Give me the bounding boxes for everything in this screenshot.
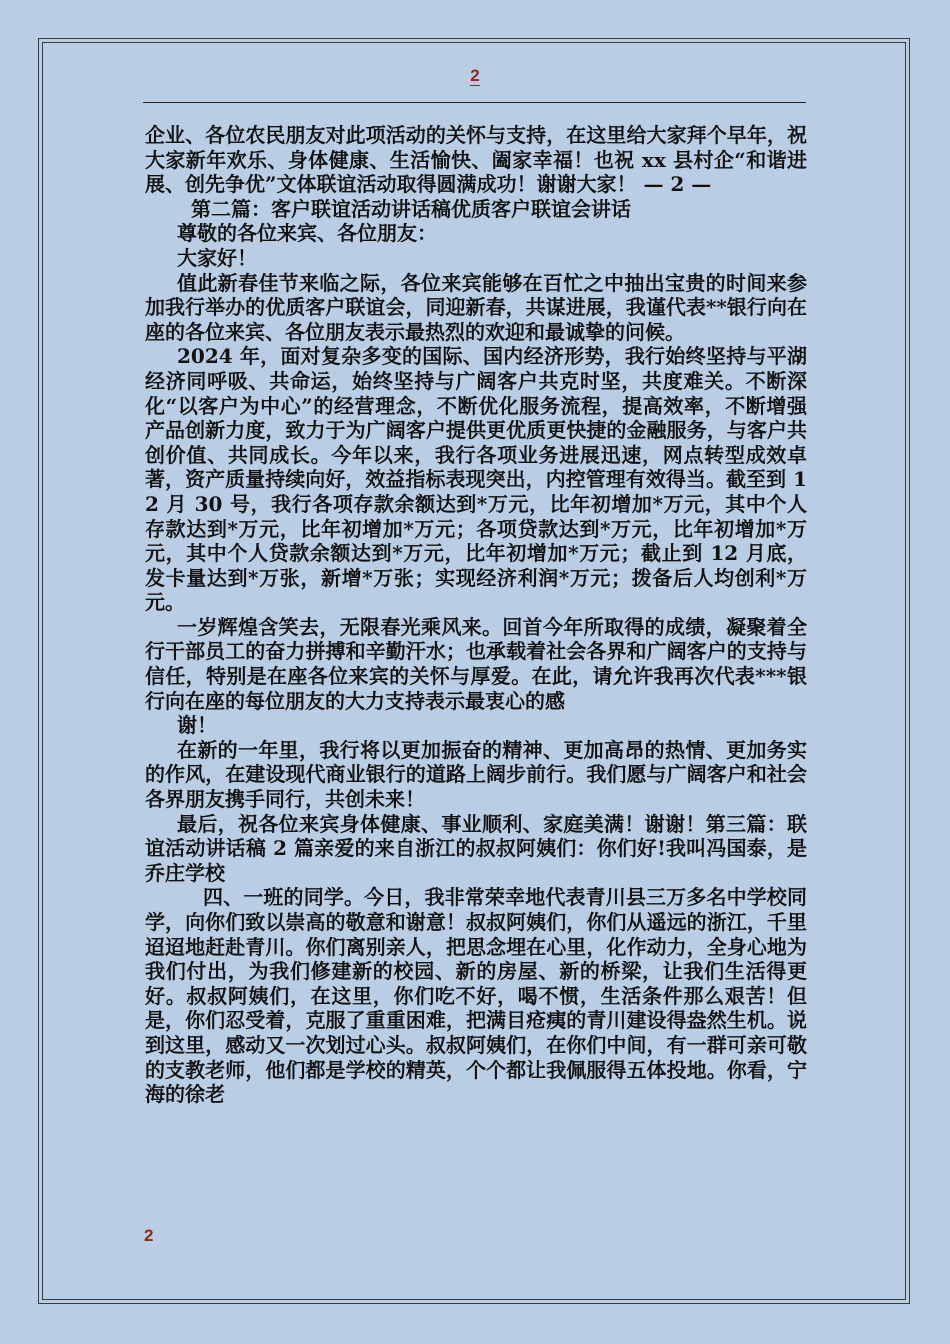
paragraph: 大家好！ <box>177 245 257 270</box>
paragraph: 尊敬的各位来宾、各位朋友： <box>177 221 437 246</box>
footer-page-number: 2 <box>144 1226 154 1245</box>
paragraph: 四、一班的同学。今日，我非常荣幸地代表青川县三万多名中学校同学，向你们致以崇高的敬意和谢意！叔叔阿姨们，你们从遥远的浙江，千里迢迢地赶赴青川。你们离别亲人，把思念埋在心里，化作动力，全身心地为我们付出，为我们修建新的校园、新的房屋、新的桥梁，让我们生活得更好。叔叔阿姨们，在这里，你们吃不好，喝不惯，生活条件那么艰苦！但是，你们忍受着，克服了重重困难，把满目疮痍的青川建设得盎然生机。说到这里，感动又一次划过心头。叔叔阿姨们，在你们中间，有一群可亲可敬的支教老师，他们都是学校的精英，个个都让我佩服得五体投地。你看，宁海的徐老 <box>145 885 807 1107</box>
paragraph: 在新的一年里，我行将以更加振奋的精神、更加高昂的热情、更加务实的作风，在建设现代商业银行的道路上阔步前行。我们愿与广阔客户和社会各界朋友携手同行，共创未来！ <box>145 737 807 812</box>
header-page-number <box>0 66 950 86</box>
paragraph: 2024 年，面对复杂多变的国际、国内经济形势，我行始终坚持与平湖经济同呼吸、共命运，始终坚持与广阔客户共克时坚，共度难关。不断深化“以客户为中心”的经营理念，不断优化服务流程，提高效率，不断增强产品创新力度，致力于为广阔客户提供更优质更快捷的金融服务，与客户共创价值、共同成长。今年以来，我行各项业务进展迅速，网点转型成效卓著，资产质量持续向好，效益指标表现突出，内控管理有效得当。截至到 12 月 30 号，我行各项存款余额达到*万元，比年初增加*万元，其中个人存款达到*万元，比年初增加*万元；各项贷款达到*万元，比年初增加*万元，其中个人贷款余额达到*万元，比年初增加*万元；截止到 12 月底，发卡量达到*万张，新增*万张；实现经济利润*万元；拨备后人均创利*万元。 <box>145 344 807 615</box>
paragraph: 企业、各位农民朋友对此项活动的关怀与支持，在这里给大家拜个早年，祝大家新年欢乐、身体健康、生活愉快、阖家幸福！也祝 xx 县村企“和谐进展、创先争优”文体联谊活动取得圆满成功！谢谢大家！ — 2 — <box>145 123 807 197</box>
header-rule <box>143 102 806 103</box>
header-page-number-text: 2 <box>470 66 480 85</box>
paragraph: 一岁辉煌含笑去，无限春光乘风来。回首今年所取得的成绩，凝聚着全行干部员工的奋力拼搏和辛勤汗水；也承载着社会各界和广阔客户的支持与信任，特别是在座各位来宾的关怀与厚爱。在此，请允许我再次代表***银行向在座的每位朋友的大力支持表示最衷心的感 <box>145 614 807 713</box>
paragraph: 第二篇：客户联谊活动讲话稿优质客户联谊会讲话 <box>191 196 631 221</box>
paragraph: 最后，祝各位来宾身体健康、事业顺利、家庭美满！谢谢！第三篇：联谊活动讲话稿 2 篇亲爱的来自浙江的叔叔阿姨们：你们好!我叫冯国泰，是乔庄学校 <box>145 811 807 885</box>
paragraph: 谢！ <box>177 713 217 738</box>
document-body <box>145 123 807 1107</box>
paragraph: 值此新春佳节来临之际，各位来宾能够在百忙之中抽出宝贵的时间来参加我行举办的优质客户联谊会，同迎新春，共谋进展，我谨代表**银行向在座的各位来宾、各位朋友表示最热烈的欢迎和最诚挚的问候。 <box>145 270 807 344</box>
